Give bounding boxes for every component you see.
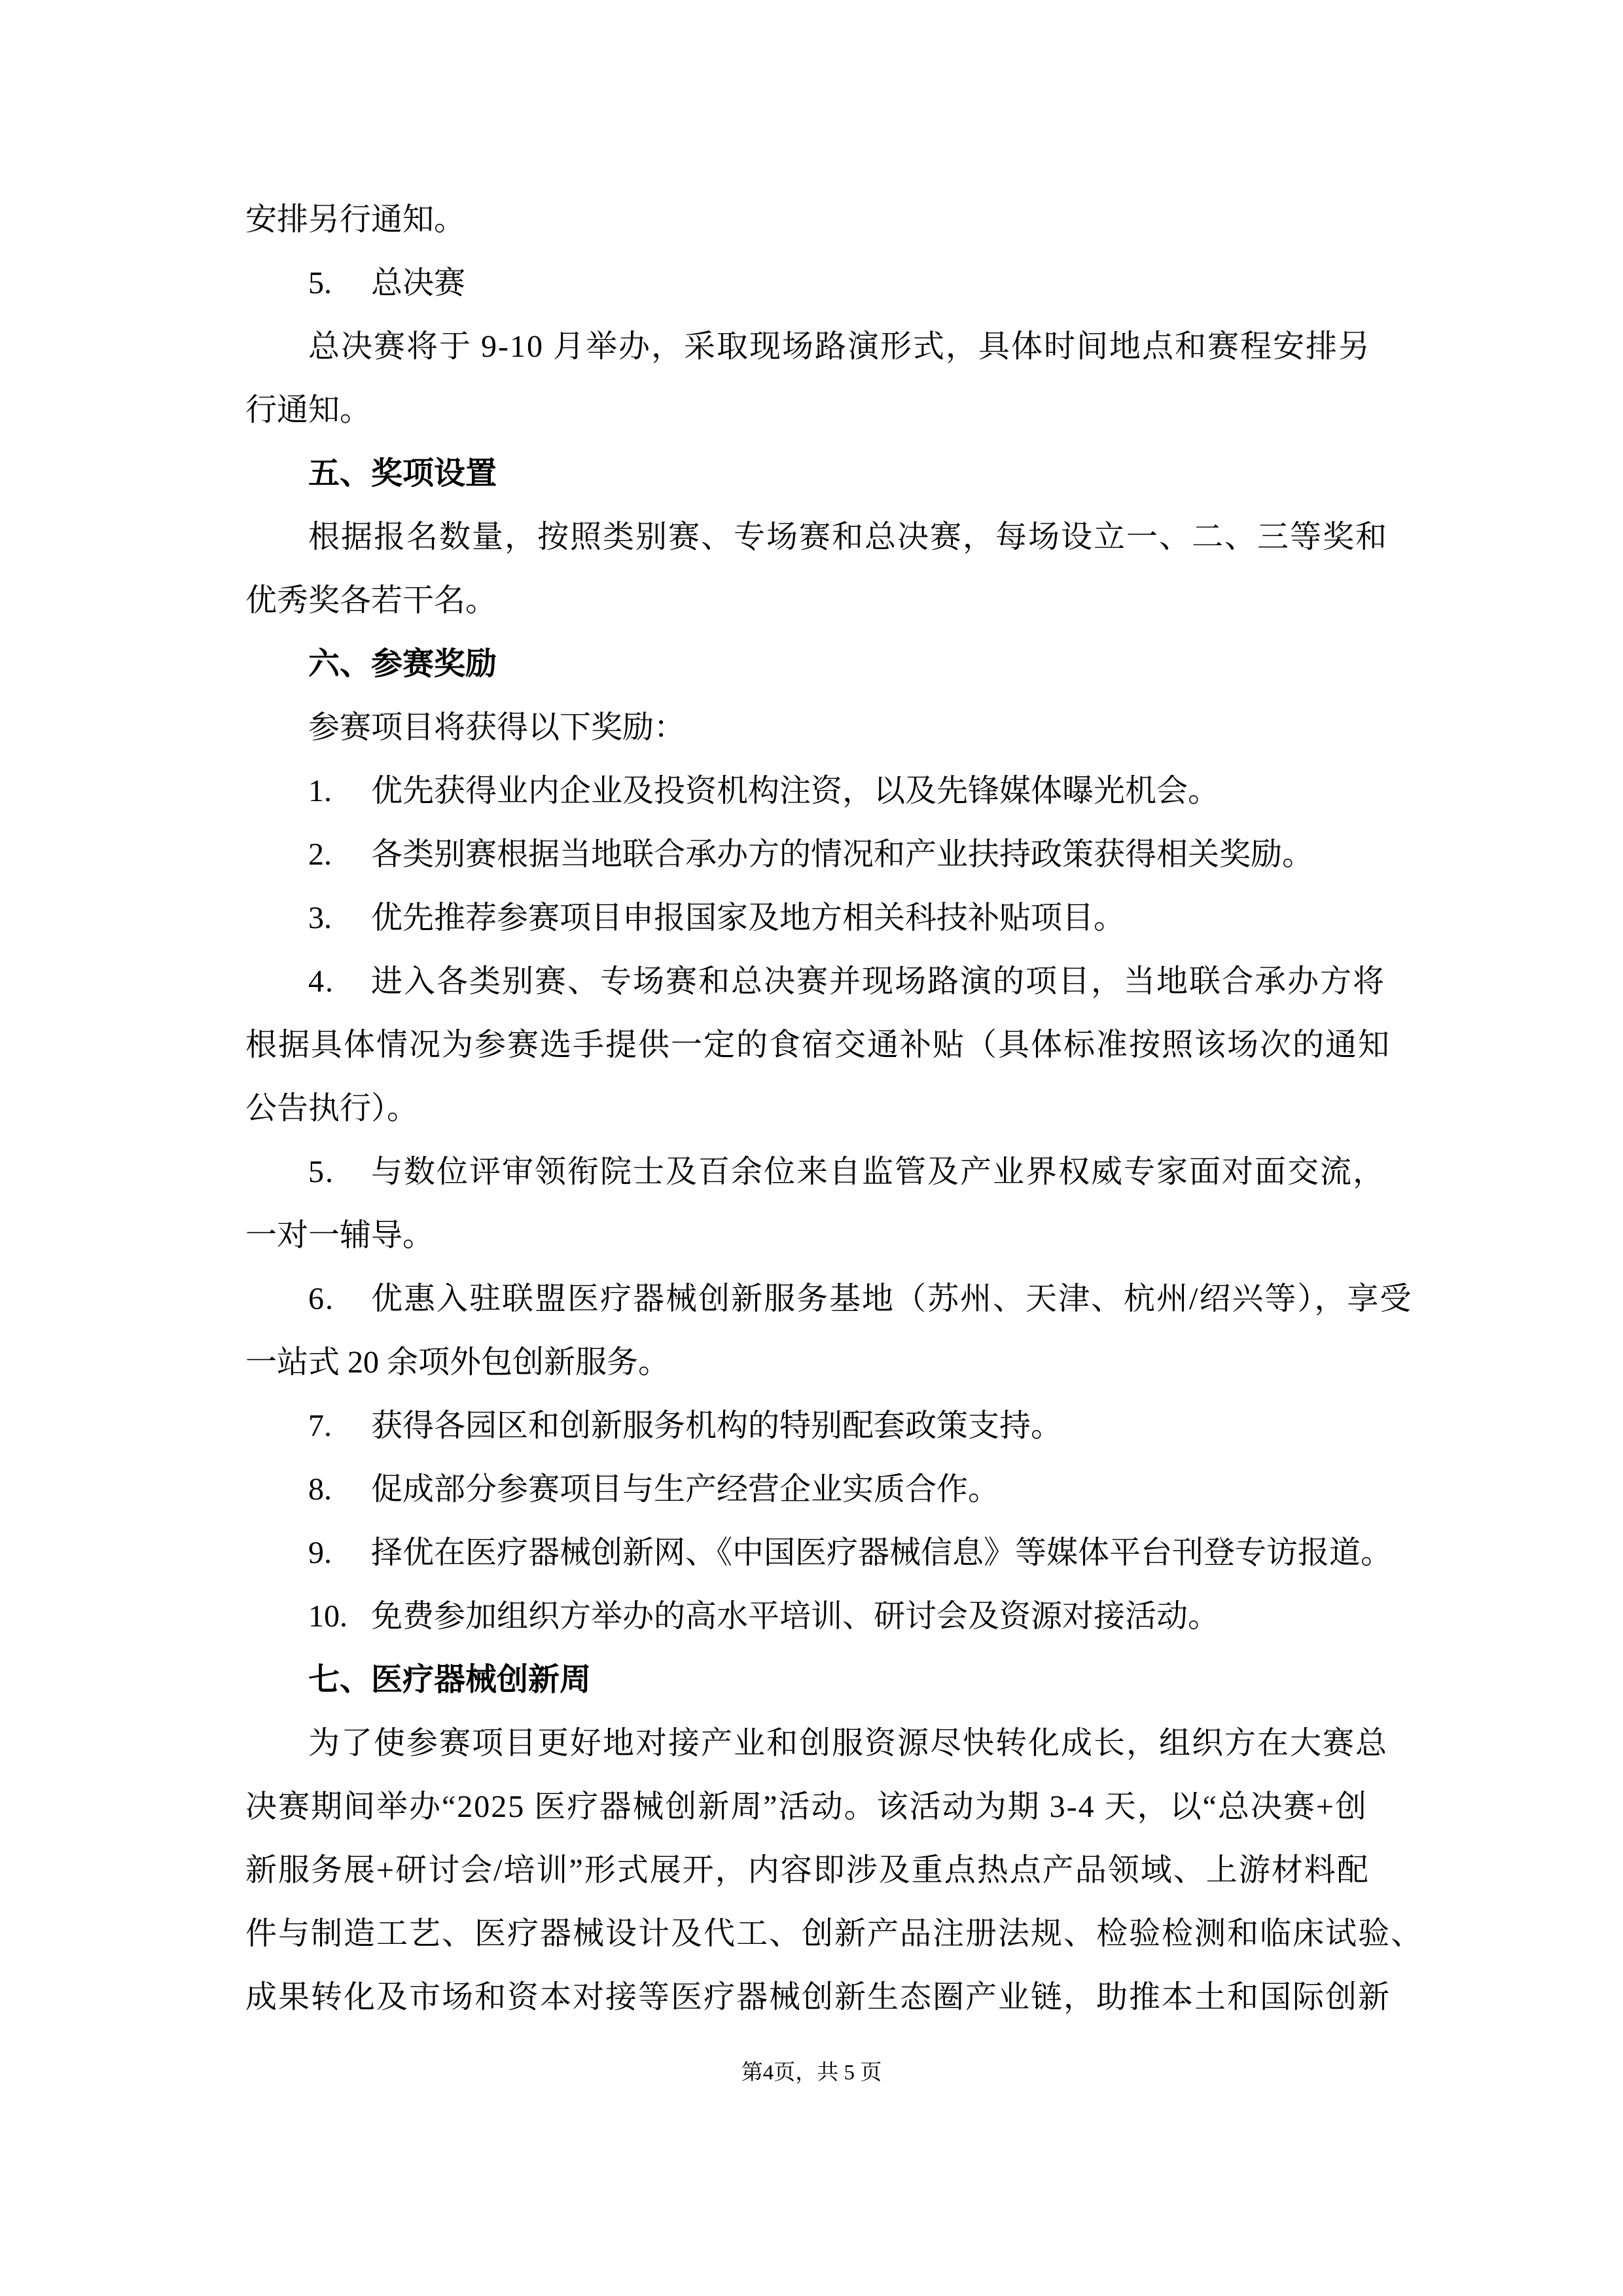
page-footer: 第4页，共 5 页 — [741, 2061, 882, 2085]
paragraph-line: 成果转化及市场和资本对接等医疗器械创新生态圈产业链，助推本土和国际创新 — [245, 1980, 1391, 2015]
list-number: 5. — [308, 266, 332, 300]
list-item-reward-5 — [245, 1140, 1386, 1204]
heading-awards: 五、奖项设置 — [308, 456, 497, 491]
heading-rewards: 六、参赛奖励 — [308, 647, 497, 681]
list-item-reward-10 — [245, 1585, 1378, 1648]
list-item-reward-7 — [245, 1394, 1378, 1458]
list-number: 8. — [308, 1472, 332, 1507]
list-item-text: 各类别赛根据当地联合承办方的情况和产业扶持政策获得相关奖励。 — [371, 837, 1314, 872]
list-item-reward-2 — [245, 823, 1378, 886]
list-number: 6. — [308, 1282, 334, 1316]
list-item-reward-3 — [245, 886, 1378, 950]
paragraph-line: 根据报名数量，按照类别赛、专场赛和总决赛，每场设立一、二、三等奖和 — [308, 520, 1389, 554]
paragraph-line: 一站式 20 余项外包创新服务。 — [245, 1345, 670, 1380]
list-item-text: 总决赛 — [371, 266, 466, 300]
document-body — [245, 188, 1424, 2029]
list-number: 1. — [308, 774, 332, 808]
list-number: 4. — [308, 964, 334, 999]
list-item-reward-9 — [245, 1521, 1393, 1585]
heading-innovation-week: 七、医疗器械创新周 — [308, 1662, 592, 1697]
paragraph-line: 行通知。 — [245, 393, 372, 427]
paragraph-line: 一对一辅导。 — [245, 1218, 435, 1253]
list-item-reward-1 — [245, 759, 1378, 823]
paragraph-line: 参赛项目将获得以下奖励： — [308, 710, 686, 745]
list-item-text: 择优在医疗器械创新网、《中国医疗器械信息》等媒体平台刊登专访报道。 — [371, 1535, 1393, 1570]
paragraph-line: 决赛期间举办“2025 医疗器械创新周”活动。该活动为期 3-4 天，以“总决赛+创 — [245, 1789, 1368, 1824]
list-item-text: 与数位评审领衔院士及百余位来自监管及产业界权威专家面对面交流， — [371, 1155, 1386, 1189]
paragraph-line: 总决赛将于 9-10 月举办，采取现场路演形式，具体时间地点和赛程安排另 — [308, 329, 1371, 364]
list-number: 2. — [308, 837, 332, 872]
paragraph-line: 公告执行）。 — [245, 1091, 419, 1126]
list-number: 9. — [308, 1535, 332, 1570]
list-number: 5. — [308, 1155, 334, 1189]
list-number: 7. — [308, 1408, 332, 1443]
list-item-text: 进入各类别赛、专场赛和总决赛并现场路演的项目，当地联合承办方将 — [371, 964, 1386, 999]
list-item-reward-8 — [245, 1458, 1378, 1521]
list-item-text: 优先获得业内企业及投资机构注资，以及先锋媒体曝光机会。 — [371, 774, 1220, 808]
paragraph-line: 为了使参赛项目更好地对接产业和创服资源尽快转化成长，组织方在大赛总 — [308, 1726, 1389, 1761]
list-item-text: 优先推荐参赛项目申报国家及地方相关科技补贴项目。 — [371, 901, 1126, 935]
paragraph-line: 新服务展+研讨会/培训”形式展开，内容即涉及重点热点产品领域、上游材料配 — [245, 1853, 1370, 1888]
list-number: 10. — [308, 1599, 348, 1634]
list-item-text: 促成部分参赛项目与生产经营企业实质合作。 — [371, 1472, 1000, 1507]
paragraph-line: 根据具体情况为参赛选手提供一定的食宿交通补贴（具体标准按照该场次的通知 — [245, 1028, 1391, 1062]
list-number: 3. — [308, 901, 332, 935]
paragraph-line: 优秀奖各若干名。 — [245, 583, 497, 618]
list-item-text: 优惠入驻联盟医疗器械创新服务基地（苏州、天津、杭州/绍兴等），享受 — [371, 1282, 1413, 1316]
list-item-reward-4 — [245, 950, 1386, 1013]
list-item-text: 免费参加组织方举办的高水平培训、研讨会及资源对接活动。 — [371, 1599, 1220, 1634]
list-item-reward-6 — [245, 1267, 1413, 1331]
paragraph-line: 安排另行通知。 — [245, 202, 466, 237]
list-item-text: 获得各园区和创新服务机构的特别配套政策支持。 — [371, 1408, 1063, 1443]
paragraph-line: 件与制造工艺、医疗器械设计及代工、创新产品注册法规、检验检测和临床试验、 — [245, 1916, 1424, 1951]
list-item-finals — [245, 251, 1378, 315]
